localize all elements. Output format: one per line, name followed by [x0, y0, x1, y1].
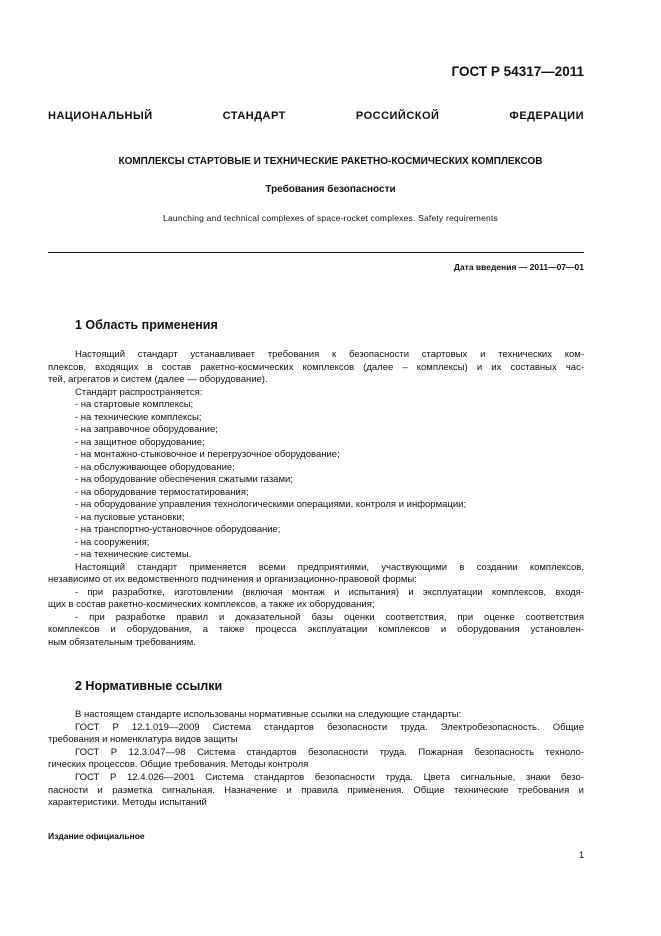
- body-line: - на оборудование термостатирования;: [75, 486, 249, 498]
- english-title: Launching and technical complexes of space-rocket complexes. Safety requirements: [163, 213, 498, 223]
- body-line: ГОСТ Р 12.3.047—98 Система стандартов безопасности труда. Пожарная безопасность техноло-: [75, 746, 584, 758]
- body-line: - на обслуживающее оборудование;: [75, 461, 235, 473]
- gost-number: ГОСТ Р 54317—2011: [451, 64, 584, 79]
- body-line: пасности и разметка сигнальная. Назначение и правила применения. Общие технические требования и: [48, 784, 584, 796]
- title-divider: [48, 252, 584, 253]
- edition-note: Издание официальное: [48, 831, 145, 841]
- body-line: - при разработке, изготовлении (включая монтаж и испытания) и эксплуатации комплексов, входя-: [75, 586, 584, 598]
- document-title: КОМПЛЕКСЫ СТАРТОВЫЕ И ТЕХНИЧЕСКИЕ РАКЕТНО-КОСМИЧЕСКИХ КОМПЛЕКСОВ: [118, 156, 543, 167]
- body-line: - на оборудование управления технологическими операциями, контроля и информации;: [75, 499, 467, 510]
- body-line: плексов, входящих в состав ракетно-космических комплексов (далее – комплексы) и их составных час-: [48, 361, 584, 373]
- body-line: - на монтажно-стыковочное и перегрузочное оборудование;: [75, 449, 340, 460]
- document-subtitle: Требования безопасности: [265, 184, 396, 195]
- section-2-heading: 2 Нормативные ссылки: [75, 679, 223, 693]
- body-line: Настоящий стандарт применяется всеми предприятиями, участвующими в создании комплексов,: [75, 561, 584, 573]
- body-line: - на защитное оборудование;: [75, 436, 205, 448]
- effective-date: Дата введения — 2011—07—01: [453, 262, 584, 272]
- section-1-heading: 1 Область применения: [75, 318, 218, 332]
- body-line: тей, агрегатов и систем (далее — оборудование).: [48, 374, 268, 385]
- body-line: - на транспортно-установочное оборудование;: [75, 524, 281, 535]
- national-standard-heading: НАЦИОНАЛЬНЫЙ СТАНДАРТ РОССИЙСКОЙ ФЕДЕРАЦИИ: [48, 110, 584, 122]
- body-line: независимо от их ведомственного подчинения и организационно-правовой формы:: [48, 574, 417, 585]
- body-line: требования и номенклатура видов защиты: [48, 734, 238, 746]
- body-line: - на стартовые комплексы;: [75, 399, 194, 410]
- page-number: 1: [578, 850, 584, 860]
- body-line: ным обязательным требованиям.: [48, 636, 196, 648]
- body-line: - при разработке правил и доказательной базы оценки соответствия, при оценке соответствия: [75, 611, 584, 623]
- body-line: гических процессов. Общие требования. Методы контроля: [48, 759, 309, 771]
- body-line: - на оборудование обеспечения сжатыми газами;: [75, 474, 293, 485]
- body-line: - на технические комплексы;: [75, 411, 202, 423]
- body-line: комплексов и оборудования, а также процесса эксплуатации комплексов и оборудования установлен-: [48, 624, 584, 635]
- body-line: Стандарт распространяется:: [75, 386, 203, 398]
- body-line: ГОСТ Р 12.1.019—2009 Система стандартов безопасности труда. Электробезопасность. Общие: [75, 721, 584, 733]
- body-line: - на заправочное оборудование;: [75, 424, 218, 435]
- body-line: Настоящий стандарт устанавливает требования к безопасности стартовых и технических ком-: [75, 349, 584, 360]
- body-line: щих в состав ракетно-космических комплексов, а также их оборудования;: [48, 599, 375, 610]
- body-line: В настоящем стандарте использованы нормативные ссылки на следующие стандарты:: [75, 709, 462, 720]
- body-line: - на пусковые установки;: [75, 511, 185, 523]
- body-line: характеристики. Методы испытаний: [48, 797, 207, 809]
- body-line: ГОСТ Р 12.4.026—2001 Система стандартов безопасности труда. Цвета сигнальные, знаки безо-: [75, 772, 584, 783]
- body-line: - на технические системы.: [75, 549, 192, 560]
- body-line: - на сооружения;: [75, 536, 150, 548]
